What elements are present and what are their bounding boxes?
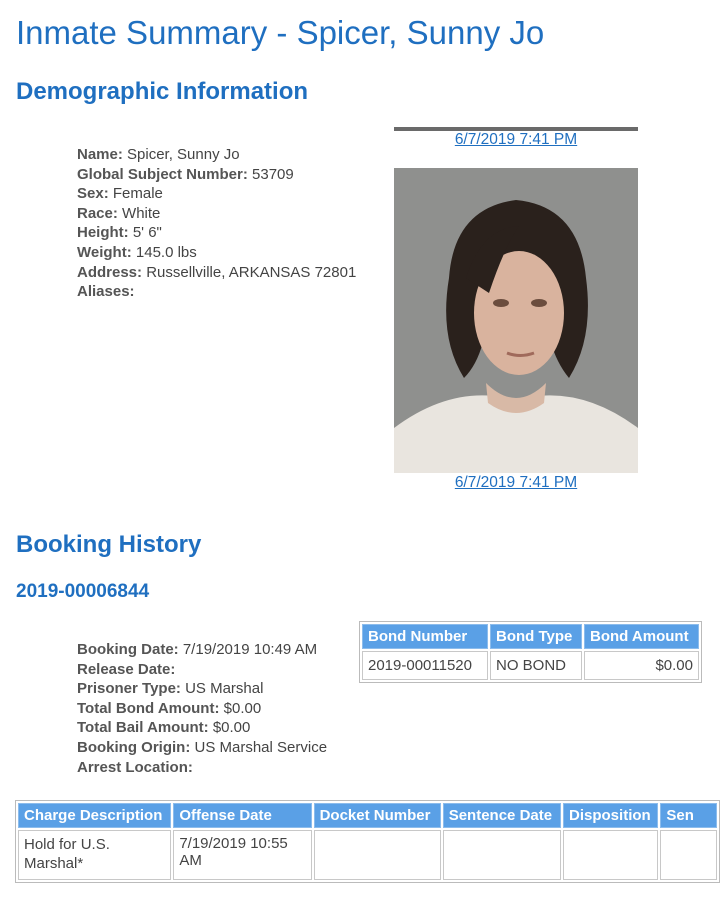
table-row: [18, 830, 717, 880]
field-booking-origin: [77, 738, 327, 758]
field-label: Booking Origin:: [77, 738, 191, 756]
column-header[interactable]: Disposition: [563, 803, 658, 828]
field-value: 53709: [252, 165, 294, 183]
field-value: $0.00: [223, 699, 262, 717]
field-label: Global Subject Number:: [77, 165, 248, 183]
field-label: Name:: [77, 146, 123, 163]
field-label: Race:: [77, 204, 118, 222]
field-value: 7/19/2019 10:49 AM: [182, 641, 318, 658]
charges-table: [15, 800, 720, 883]
field-total-bond-amount: [77, 699, 327, 719]
column-header[interactable]: Charge Description: [18, 803, 171, 828]
field-value: 145.0 lbs: [135, 243, 197, 261]
field-aliases: [77, 282, 356, 302]
offense-date-cell: 7/19/2019 10:55 AM: [173, 830, 311, 880]
field-value: $0.00: [212, 719, 251, 737]
bond-amount-cell: $0.00: [584, 651, 699, 680]
sentence-date-cell: [443, 830, 561, 880]
field-value: Spicer, Sunny Jo: [127, 146, 240, 163]
field-label: Prisoner Type:: [77, 680, 181, 698]
bond-table-header: [362, 624, 699, 649]
field-label: Sex:: [77, 185, 109, 203]
field-value: Female: [112, 185, 163, 203]
field-label: Release Date:: [77, 660, 176, 678]
column-header[interactable]: Bond Number: [362, 624, 488, 649]
field-label: Booking Date:: [77, 641, 179, 658]
field-label: Total Bail Amount:: [77, 719, 209, 737]
field-label: Weight:: [77, 243, 132, 261]
field-value: 5' 6": [132, 224, 162, 242]
column-header[interactable]: Offense Date: [173, 803, 311, 828]
field-release-date: [77, 660, 327, 680]
field-label: Arrest Location:: [77, 758, 193, 776]
field-prisoner-type: [77, 679, 327, 699]
docket-number-cell: [314, 830, 441, 880]
disposition-cell: [563, 830, 658, 880]
bond-number-cell: 2019-00011520: [362, 651, 488, 680]
table-row: [362, 651, 699, 680]
field-total-bail-amount: [77, 718, 327, 738]
field-label: Aliases:: [77, 283, 135, 301]
field-address: [77, 263, 356, 283]
column-header[interactable]: Bond Type: [490, 624, 582, 649]
field-weight: [77, 243, 356, 263]
booking-history-heading: Booking History: [16, 531, 202, 558]
column-header[interactable]: Bond Amount: [584, 624, 699, 649]
column-header[interactable]: Sentence Date: [443, 803, 561, 828]
field-sex: [77, 184, 356, 204]
photo-date-link[interactable]: 6/7/2019 7:41 PM: [454, 131, 578, 148]
page-title: Inmate Summary - Spicer, Sunny Jo: [16, 14, 545, 51]
mugshot-photo[interactable]: [394, 168, 638, 473]
field-global-subject-number: [77, 165, 356, 185]
field-label: Height:: [77, 224, 129, 242]
column-header[interactable]: Docket Number: [314, 803, 441, 828]
bond-type-cell: NO BOND: [490, 651, 582, 680]
field-value: US Marshal: [185, 680, 264, 698]
field-value: White: [122, 204, 161, 222]
field-name: [77, 145, 356, 165]
field-value: US Marshal Service: [194, 738, 328, 756]
bond-table: [359, 621, 702, 683]
field-height: [77, 223, 356, 243]
field-race: [77, 204, 356, 224]
column-header[interactable]: Sen: [660, 803, 717, 828]
field-label: Address:: [77, 263, 143, 281]
demographic-heading: Demographic Information: [16, 78, 309, 105]
sentence-cell: [660, 830, 717, 880]
booking-fields: [77, 640, 327, 777]
mugshot-image: [394, 168, 638, 473]
photo-date-link[interactable]: 6/7/2019 7:41 PM: [454, 474, 578, 491]
booking-number: 2019-00006844: [16, 581, 150, 602]
charge-description-cell: Hold for U.S. Marshal*: [18, 830, 171, 880]
demographic-fields: [77, 145, 356, 302]
field-arrest-location: [77, 758, 327, 778]
field-value: Russellville, ARKANSAS 72801: [146, 263, 357, 281]
charges-table-header: [18, 803, 717, 828]
field-booking-date: [77, 640, 327, 660]
charges-table-scroll[interactable]: [0, 800, 720, 898]
field-label: Total Bond Amount:: [77, 699, 220, 717]
